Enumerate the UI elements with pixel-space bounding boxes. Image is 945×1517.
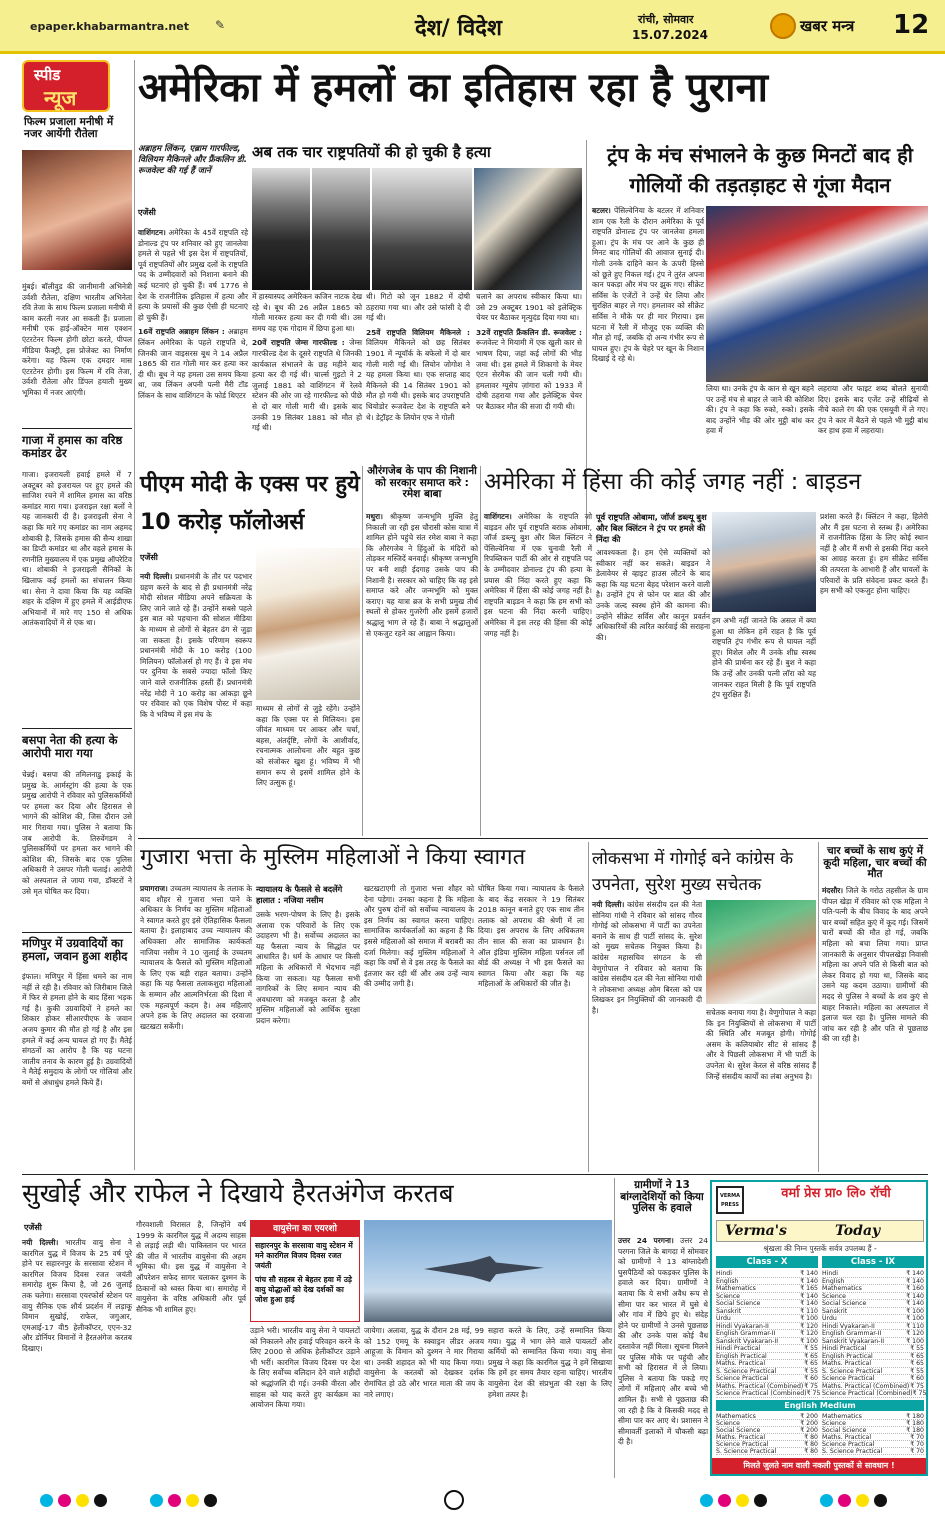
- gogoi-photo: [706, 900, 816, 1004]
- brand-name: खबर मन्त्र: [800, 17, 855, 35]
- ad-price-row: Social Science ₹ 180: [822, 1427, 924, 1434]
- ad-price-row: Maths. Practical (Combined) ₹ 75: [716, 1382, 818, 1390]
- roosevelt-jfk-photo: [474, 168, 582, 290]
- registration-mark: [204, 1494, 217, 1507]
- presidents-col1: वाशिंगटन। अमेरिका के 45वें राष्ट्रपति रहे डोनाल्ड ट्रंप पर शनिवार को हुए जानलेवा हमले से पहले भी इस देश में राष्ट्रपतियों, पूर्व राष्ट्रपतियों और प्रमुख दलों के राष्ट्रपति पद के उम्मीदवारों को निशाना बनाने की कई घटनाएं हो चुकी हैं। वर्ष 1776 से देश के राजनीतिक इतिहास में हत्या और हत्या के प्रयासों की कुछ ऐसी ही घटनाएं हो चुकी हैं। 16वें राष्ट्रपति अब्राहम लिंकन : अब्राहम लिंकन अमेरिका के पहले राष्ट्रपति थे, जिनकी जान वाइसरस बूथ ने 14 अप्रैल 1865 की रात गोली मार कर हत्या कर दी थी। बूथ ने यह हमला उस समय किया था, जब लिंकन अपनी पत्नी मैरी टॉड लिंकन के साथ वाशिंगटन के फोर्ड थिएटर: [138, 228, 248, 400]
- gujara-col2: उसके भरण-पोषण के लिए है। इसके अलावा एक परिवारों के लिए एक उदाहरण भी है। सर्वोच्च अदालत का यह फैसला न्याय के सिद्धांत पर आधारित है। धर्म के आधार पर किसी महिला के अधिकारों में भेदभाव नहीं किया जा सकता। यह फैसला सभी नागरिकों के लिए समान न्याय की अवधारणा को मजबूत करता है और मुस्लिम महिलाओं को आर्थिक सुरक्षा प्रदान करेगा।: [256, 910, 360, 1025]
- jets-photo: [364, 1220, 612, 1322]
- verma-ad[interactable]: [710, 1180, 928, 1476]
- speed-item4-body: इंफाल। मणिपुर में हिंसा थमने का नाम नहीं ले रही है। रविवार को जिरीबाम जिले में फिर से हमला होने के बाद हिंसा भड़क गई है। कुकी उग्रवादियों ने हमले का शिकार होकर सीआरपीएफ के जवान अजय कुमार की मौत हो गई है और इस हमले में कई अन्य घायल हो गए हैं। मैतेई संगठनों का आरोप है कि यह घटना जातीय तनाव के कारण हुई है। उग्रवादियों ने मैतेई समुदाय के लोगों पर गोलियां और बमों से अंधाधुंध हमले किये हैं।: [22, 972, 132, 1087]
- actress-photo: [22, 150, 132, 270]
- gujara-col1: प्रयागराज। उच्चतम न्यायालय के तलाक के बाद शौहर से गुजारा भत्ता पाने के अधिकार के निर्णय का मुस्लिम महिलाओं ने स्वागत करते हुए इसे ऐतिहासिक फैसला बताया है। इलाहाबाद उच्च न्यायालय की अधिवक्ता और सामाजिक कार्यकर्ता नाजिया नसीम ने 10 जुलाई के उच्चतम न्यायालय के फैसले को मुस्लिम महिलाओं के लिए एक बड़ी राहत बताया। उन्होंने कहा कि यह फैसला तलाकशुदा महिलाओं के सम्मान और आत्मनिर्भरता की दिशा में एक महत्वपूर्ण कदम है। अब महिलाएं अपने हक के लिए अदालत का दरवाजा खटखटा सकेंगी।: [140, 884, 252, 1031]
- ad-price-row: Science ₹ 180: [822, 1420, 924, 1427]
- ad-price-row: Maths. Practical ₹ 65: [822, 1360, 924, 1367]
- trump-rally-photo: [706, 206, 928, 382]
- sukhoi-col3: उड़ाने भरी। भारतीय वायु सेना ने पायलटों को निकालने और हवाई परिवहन करने के लिए 2000 से अधिक हेलीकॉप्टर उड़ाने भी भरीं। कारगिल विजय दिवस पर देश के लिए सर्वोच्च बलिदान देने वाले शहीदों को श्रद्धांजलि दी गई। उनकी वीरता और साहस को याद करते हुए कार्यक्रम का आयोजन किया गया।: [250, 1326, 360, 1410]
- trump-col3: लहराया और फाइट शब्द बोलते सुनायी दिए। इसके बाद एजेंट उन्हें सीढ़ियों से नीचे काले रंग की एक एसयूवी में ले गए। ट्रंप ने कार में बैठने से पहले भी मुट्ठी बांध कर हाथ हवा में लहराया।: [818, 384, 928, 436]
- biden-side-caption: पूर्व राष्ट्रपति ओबामा, जॉर्ज डब्ल्यू बुश और बिल क्लिंटन ने ट्रंप पर हमले की निंदा की: [596, 512, 707, 544]
- biden-headline: अमेरिका में हिंसा की कोई जगह नहीं : बाइडन: [484, 469, 862, 495]
- ad-price-row: English Practical ₹ 65: [822, 1352, 924, 1360]
- modi-agency: एजेंसी: [140, 553, 158, 562]
- ad-price-row: S. Science Practical ₹ 55: [822, 1367, 924, 1375]
- bangladesh-body: उत्तर 24 परगना। उत्तर 24 परगना जिले के बागदा में सोमवार को ग्रामीणों ने 13 बांग्लादेशी घुसपैठियों को पकड़कर पुलिस के हवाले कर दिया। ग्रामीणों ने बताया कि ये सभी अवैध रूप से सीमा पार कर भारत में घुसे थे और गांव में छिपे हुए थे। संदेह होने पर ग्रामीणों ने उनसे पूछताछ की और उनके पास कोई वैध दस्तावेज नहीं मिला। सूचना मिलने पर पुलिस मौके पर पहुंची और सभी को हिरासत में ले लिया। पुलिस ने बताया कि पकड़े गए लोगों में महिलाएं और बच्चे भी शामिल हैं। सभी से पूछताछ की जा रही है कि वे किसकी मदद से सीमा पार कर आए थे। प्रशासन ने सीमावर्ती इलाकों में चौकसी बढ़ा दी है।: [618, 1236, 708, 1447]
- well-body: मंदसौर। जिले के गरोठ तहसील के ग्राम पीपल खेड़ा में रविवार को एक महिला ने पति-पत्नी के बीच विवाद के बाद अपने चार बच्चों सहित कुएं में कूद गई। जिसमें चारों बच्चों की मौत हो गई, जबकि महिला को बचा लिया गया। प्राप्त जानकारी के अनुसार पीपलखेड़ा निवासी महिला का अपने पति से किसी बात को लेकर विवाद हो गया था, जिसके बाद उसने यह कदम उठाया। ग्रामीणों की मदद से पुलिस ने बच्चों के शव कुएं से बाहर निकाले। महिला का अस्पताल में इलाज चल रहा है। पुलिस मामले की जांच कर रही है और पति से पूछताछ की जा रही है।: [822, 886, 928, 1044]
- ad-brand-bar: Verma's Today: [716, 1220, 924, 1242]
- registration-mark: [186, 1494, 199, 1507]
- aurangzeb-headline: औरंगजेब के पाप की निशानी को सरकार समाप्त करे : रमेश बाबा: [367, 465, 477, 501]
- biden-photo: [712, 512, 816, 612]
- ad-price-row: S. Science Practical ₹ 80: [716, 1448, 818, 1455]
- ad-price-row: English ₹ 140: [822, 1277, 924, 1285]
- presidents-col4: चलाने का अपराध स्वीकार किया था। उसे 29 अक्टूबर 1901 को इलेक्ट्रिक चेयर पर बैठाकर मृत्युदंड दिया गया था। 32वें राष्ट्रपति फ्रैंकलिन डी. रूजवेल्ट : रूजवेल्ट ने मियामी में एक खुली कार से भाषण दिया, जहां कई लोगों की भीड़ जमा थी। इस हमले में शिकागो के मेयर एंटन सेरमैक की जान चली गयी थी। हमलावर ग्यूसेप ज़ांगारा को 1933 में दोषी ठहराया गया और इलेक्ट्रिक चेयर पर बैठाकर मौत की सजा दी गयी थी।: [476, 292, 582, 411]
- speed-item2-body: गाजा। इजरायली हवाई हमले में 7 अक्टूबर को इजरायल पर हुए हमले की साजिश रचने में शामिल हमास का वरिष्ठ कमांडर मारा गया। इजराइल रक्षा बलों ने यह जानकारी दी है। इजराइली सेना ने कहा कि मारे गए कमांडर का नाम अहमद शोबाकी है, जिसके हमास की सैन्य शाखा का डिप्टी कमांडर था और वहले हमास के रणनीति मुख्यालय में एक प्रमुख ऑपरेटिव था। शोबाकी ने इजराइली सैनिकों के खिलाफ कई हमलों का संचालन किया था। सेना ने दावा किया कि यह व्यक्ति शहर के दक्षिण में हुए हमले में आईडीएफ अभियानों में मारे गए 150 से अधिक आतंकवादियों में से एक था।: [22, 470, 132, 628]
- speed-news-badge: स्पीड न्यूज: [22, 60, 110, 112]
- ad-price-row: Mathematics ₹ 180: [822, 1413, 924, 1420]
- bangladesh-headline: ग्रामीणों ने 13 बांग्लादेशियों को किया पुलिस के हवाले: [620, 1179, 704, 1215]
- ad-footer: मिलते जुलते नाम वाली नकली पुस्तकों से सावधान !: [712, 1458, 926, 1474]
- garfield-photo: [312, 168, 370, 290]
- speed-item3-body: चेन्नई। बसपा की तमिलनाडु इकाई के प्रमुख के. आर्मस्ट्रांग की हत्या के एक प्रमुख आरोपी ने रविवार को पुलिसकर्मियों पर हमला कर दिया और हिरासत से भागने की कोशिश की, जिस दौरान उसे मार गिराया गया। पुलिस ने बताया कि जब आरोपी के. तिरुवेंगडम ने पुलिसकर्मियों पर हमला कर भागने की कोशिश की, जिसके बाद एक पुलिस अधिकारी ने उसपर गोली चलाई। आरोपी को अस्पताल ले जाया गया, डॉक्टरों ने उसे मृत घोषित कर दिया।: [22, 770, 132, 896]
- biden-col1: वाशिंगटन। अमेरिका के राष्ट्रपति जो बाइडन और पूर्व राष्ट्रपति बराक ओबामा, जॉर्ज डब्ल्यू बुश और बिल क्लिंटन ने पेंसिल्वेनिया में एक चुनावी रैली में रिपब्लिकन पार्टी की ओर से राष्ट्रपति पद के उम्मीदवार डोनाल्ड ट्रंप की हत्या के प्रयास की निंदा करते हुए कहा कि अमेरिका में हिंसा की कोई जगह नहीं है। राष्ट्रपति बाइडन ने कहा कि हम सभी को इस घटना की निंदा करनी चाहिए। अमेरिका में इस तरह की हिंसा की कोई जगह नहीं है।: [484, 512, 592, 638]
- lincoln-photo: [252, 168, 310, 290]
- ad-price-row: Science Practical ₹ 60: [716, 1375, 818, 1382]
- biden-col4: प्रशंसा करते हैं। क्लिंटन ने कहा, हिलेरी और मैं इस घटना से स्तब्ध हैं। अमेरिका में राजनीतिक हिंसा के लिए कोई स्थान नहीं है और मैं सभी से इसकी निंदा करने का आग्रह करता हूं। हम सीक्रेट सर्विस की तत्परता के आभारी हैं और घायलों के परिवारों के प्रति संवेदना प्रकट करते हैं। हम सभी को एकजुट होना चाहिए।: [820, 512, 928, 596]
- presidents-col2: में हास्यास्पद अमेरिकन कजिन नाटक देख रहे थे। बूथ की 26 अप्रैल 1865 को गोली मारकर हत्या कर दी गयी थी। उस समय वह एक गोदाम में छिपा हुआ था। 20वें राष्ट्रपति जेम्स गारफील्ड : जेम्स गारफील्ड देश के दूसरे राष्ट्रपति थे जिनकी कार्यकाल संभालने के छह महीने बाद हत्या कर दी गई थी। चार्ल्स गुइटो ने 2 जुलाई 1881 को वाशिंगटन में रेलवे स्टेशन की ओर जा रहे गारफील्ड को पीछे से दो बार गोली मारी थी। इसके बाद उनकी 19 सितंबर 1881 को मौत हो गई थी।: [252, 292, 362, 433]
- sukhoi-col1: नयी दिल्ली। भारतीय वायु सेना ने कारगिल युद्ध में विजय के 25 वर्ष पूरे होने पर सहारनपुर के सरसावा स्टेशन में कारगिल विजय दिवस रजत जयंती समारोह शुरू किया है, जो 26 जुलाई तक चलेगा। सरसावा एयरफोर्स स्टेशन पर वायु सैनिक एक शौर्य प्रदर्शन में लड़ाकू विमान सुखोई, राफेल, जगुआर, एमआई-17 वी5 हेलीकॉप्टर, एएन-32 और डोर्नियर विमानों ने हैरतअंगेज करतब दिखाए।: [22, 1238, 132, 1353]
- modi-photo: [256, 548, 360, 700]
- registration-mark: [856, 1494, 869, 1507]
- ad-price-row: English Grammar-II ₹ 120: [822, 1330, 924, 1337]
- ad-class-ix-list: [822, 1270, 927, 1398]
- ad-price-row: Mathematics ₹ 165: [716, 1285, 818, 1292]
- registration-mark: [838, 1494, 851, 1507]
- jet-icon: [424, 1256, 544, 1282]
- ad-price-row: S. Science Practical ₹ 55: [716, 1367, 818, 1375]
- registration-mark: [40, 1494, 53, 1507]
- airshow-box-title: वायुसेना का एयरशो: [251, 1221, 359, 1237]
- ad-price-row: Science Practical (Combined) ₹ 75: [822, 1390, 927, 1397]
- sukhoi-col4: जायेगा। अलावा, युद्ध के दौरान 28 मई, 99 को 152 एमयू के स्क्वाड्रन लीडर अजय आहूजा के विमान को दुश्मन ने मार गिराया था। उनकी शहादत को भी याद किया गया। वायुसेना के करतबों को देखकर दर्शक रोमांचित हो उठे और भारत माता की जय के नारे लगाए।: [364, 1326, 484, 1399]
- ad-price-row: Social Science ₹ 140: [716, 1300, 818, 1307]
- ad-em-ix-list: [822, 1413, 924, 1455]
- trump-col1: बटलर। पेंसिल्वेनिया के बटलर में शनिवार शाम एक रैली के दौरान अमेरिका के पूर्व राष्ट्रपति डोनाल्ड ट्रंप पर जानलेवा हमला हुआ। ट्रंप के मंच पर आने के कुछ ही मिनट बाद गोलियों की आवाज सुनाई दी। गोली उनके दाहिने कान के ऊपरी हिस्से को छूते हुए निकल गई। ट्रंप ने तुरंत अपना कान पकड़ा और मंच पर झुक गए। सीक्रेट सर्विस के एजेंटों ने उन्हें घेर लिया और सुरक्षित बाहर ले गए। हमलावर को सीक्रेट सर्विस ने मौके पर ही मार गिराया। इस घटना में रैली में मौजूद एक व्यक्ति की मौत हो गई, जबकि दो अन्य गंभीर रूप से घायल हुए। ट्रंप के चेहरे पर खून के निशान दिखाई दे रहे थे।: [592, 206, 704, 364]
- sukhoi-agency: एजेंसी: [24, 1223, 42, 1232]
- biden-col2: आवश्यकता है। हम ऐसे व्यक्तियों को स्वीकार नहीं कर सकते। बाइडन ने डेलावेयर से व्हाइट हाउस लौटने के बाद कहा कि यह घटना बेहद परेशान करने वाली है। उन्होंने ट्रंप से फोन पर बात की और उनके जल्द स्वस्थ होने की कामना की। उन्होंने सीक्रेट सर्विस और कानून प्रवर्तन अधिकारियों की त्वरित कार्रवाई की सराहना की।: [596, 548, 710, 642]
- airshow-box: वायुसेना का एयरशो सहारनपुर के सरसावा वायु स्टेशन में मने कारगिल विजय दिवस रजत जयंती पांच सौ सहस्त्र से बेहतर हवा में उड़े वायु योद्धाओं को देख दर्शकों का जोश हुआ हाई: [250, 1220, 360, 1322]
- ad-price-row: Hindi ₹ 140: [716, 1270, 818, 1277]
- ad-title: वर्मा प्रेस प्रा० लि० रॉची: [781, 1186, 891, 1201]
- gogoi-col2: सचेतक बनाया गया है। वेणुगोपाल ने कहा कि इन नियुक्तियों से लोकसभा में पार्टी की स्थिति और मजबूत होगी। गोगोई असम के कलियाबोर सीट से सांसद हैं और वे पिछली लोकसभा में भी पार्टी के उपनेता थे। सुरेश केरल से वरिष्ठ सांसद हैं जिन्हें संसदीय कार्यों का लंबा अनुभव है।: [706, 1008, 816, 1081]
- ad-price-row: Science ₹ 140: [716, 1292, 818, 1300]
- registration-mark: [168, 1494, 181, 1507]
- ad-price-row: Science Practical ₹ 80: [716, 1441, 818, 1448]
- registration-mark: [718, 1494, 731, 1507]
- ad-price-row: Sanskrit ₹ 100: [822, 1307, 924, 1315]
- main-headline: अमेरिका में हमलों का इतिहास रहा है पुराना: [138, 65, 769, 111]
- ad-price-row: Hindi Vyakaran-II ₹ 110: [822, 1322, 924, 1330]
- speed-item3-title: बसपा नेता की हत्या के आरोपी मारा गया: [22, 733, 118, 760]
- brand-logo-icon: [770, 13, 796, 39]
- gogoi-headline: लोकसभा में गोगोई बने कांग्रेस के उपनेता, सुरेश मुख्य सचेतक: [592, 849, 794, 895]
- ad-price-row: Hindi ₹ 140: [822, 1270, 924, 1277]
- registration-mark: [94, 1494, 107, 1507]
- presidents-side-caption: अब्राहम लिंकन, एब्राम गारफील्ड, विलियम मैकिनले और फ्रैंकलिन डी. रूजवेल्ट की गई हैं जानें: [138, 144, 247, 176]
- registration-mark: [874, 1494, 887, 1507]
- registration-mark: [150, 1494, 163, 1507]
- sukhoi-col5: सहारा करते के लिए, उन्हें सम्मानित किया गया। युद्ध में भाग लेने वाले पायलटों और कर्मियों को सम्मानित किया गया। वायु सेना प्रमुख ने कहा कि कारगिल युद्ध ने हमें सिखाया कि हमें हर समय तैयार रहना चाहिए। भारतीय वायुसेना देश की संप्रभुता की रक्षा के लिए हमेशा तत्पर है।: [488, 1326, 612, 1399]
- registration-mark: [820, 1494, 833, 1507]
- ad-price-row: Urdu ₹ 100: [716, 1315, 818, 1322]
- ad-price-row: Hindi Vyakaran-II ₹ 120: [716, 1322, 818, 1330]
- gujara-col3: खटखटाएगी तो गुजारा भत्ता शौहर को देना पड़ेगा। उनका कहना है कि महिला और पुरुष दोनों को सर्वोच्च न्यायालय के इस निर्णय का स्वागत करना चाहिए। सामाजिक कार्यकर्ताओं का कहना है कि इससे महिलाओं को समाज में बराबरी का दर्जा मिलेगा। कई मुस्लिम महिलाओं ने कहा कि वर्षों से वे इस तरह के फैसले का इंतजार कर रही थीं और अब उन्हें न्याय की उम्मीद जगी है।: [364, 884, 474, 989]
- speed-item1-title: फिल्म प्रजाला मनीषी में नजर आयेंगी रौतेला: [24, 116, 114, 140]
- speed-item2-title: गाजा में हमास का वरिष्ठ कमांडर ढेर: [22, 433, 123, 460]
- speed-item4-title: मणिपुर में उग्रवादियों का हमला, जवान हुआ शहीद: [22, 936, 128, 963]
- ad-price-row: Social Science ₹ 200: [716, 1427, 818, 1434]
- speed-item1-body: मुंबई। बॉलीवुड की जानीमानी अभिनेत्री उर्वशी रौतेला, दक्षिण भारतीय अभिनेता रवि तेजा के साथ फिल्म प्रजाला मनीषी में काम करती नजर आ सकती हैं। प्रजाला मनीषी एक हाई-ऑक्टेन मास एक्शन एंटरटेनर फिल्म होगी छोटा करते, पीपल मीडिया फैक्ट्री, इस प्रोजेक्ट का निर्माण करेगा। यह फिल्म एक दमदार मास एंटरटेनर होगी। इस फिल्म में रवि तेजा, उर्वशी रौतेला और डिंपल हयाती मुख्य भूमिका में नजर आएंगी।: [22, 282, 132, 397]
- page-number: 12: [893, 10, 930, 40]
- ad-price-row: Maths. Practical ₹ 65: [716, 1360, 818, 1367]
- presidents-subheadline: अब तक चार राष्ट्रपतियों की हो चुकी है हत्या: [252, 143, 491, 161]
- edition-day: रांची, सोमवार: [638, 13, 694, 26]
- ad-em-x-list: [716, 1413, 818, 1455]
- ad-price-row: English Grammar-II ₹ 120: [716, 1330, 818, 1337]
- edition-date: 15.07.2024: [632, 28, 708, 42]
- trump-col2: लिया था। उनके ट्रंप के कान से खून बहने पर उन्हें मंच से बाहर ले जाने की कोशिश की। ट्रंप ने कहा कि रुको, रुको। इसके बाद उन्होंने भीड़ की ओर मुट्ठी बांध कर हवा में: [706, 384, 814, 436]
- section-title: देश/ विदेश: [415, 16, 502, 41]
- ad-logo-icon: VERMA PRESS: [716, 1186, 744, 1214]
- sukhoi-headline: सुखोई और राफेल ने दिखाये हैरतअंगेज करतब: [22, 1179, 454, 1209]
- ad-price-row: English ₹ 140: [716, 1277, 818, 1285]
- registration-mark: [754, 1494, 767, 1507]
- ad-price-row: Science ₹ 140: [822, 1292, 924, 1300]
- ad-price-row: Hindi Practical ₹ 55: [716, 1345, 818, 1352]
- crosshair-icon: [444, 1490, 464, 1510]
- ad-price-row: Sanskrit ₹ 110: [716, 1307, 818, 1315]
- registration-mark: [76, 1494, 89, 1507]
- ad-price-row: Science Practical ₹ 60: [822, 1375, 924, 1382]
- registration-mark: [736, 1494, 749, 1507]
- ad-price-row: Science ₹ 200: [716, 1420, 818, 1427]
- site-url[interactable]: epaper.khabarmantra.net: [30, 20, 189, 33]
- ad-price-row: Hindi Practical ₹ 55: [822, 1345, 924, 1352]
- modi-col2: माध्यम से लोगों से जुड़े रहेंगे। उन्होंने कहा कि एक्स पर से मिलियन। इस जीवंत माध्यम पर आकर और चर्चा, बहस, अंतर्दृष्टि, लोगों के आशीर्वाद, रचनात्मक आलोचना और बहुत कुछ को संजोकर खुश हूं। भविष्य में भी समान रूप से इसमें शामिल होने के लिए उत्सुक हूं।: [256, 704, 360, 788]
- cursor-icon: ✎: [215, 18, 226, 32]
- presidents-col3: थी। गिटो को जून 1882 में दोषी ठहराया गया था। और उसे फांसी दे दी गई थी। 25वें राष्ट्रपति विलियम मैकिनले : विलियम मैकिनले को छह सितंबर 1901 में न्यूयॉर्क के बफेलो में दो बार गोली मारी गई थी। लियोन जोगोश ने यह हमला किया था। एक सप्ताह बाद मैकिनले की 14 सितंबर 1901 को मौत हो गयी थी। इसके बाद उपराष्ट्रपति थियोडोर रूजवेल्ट देश के राष्ट्रपति बने थे। डेट्रॉइट के लियोन एफ ने गोली: [366, 292, 470, 422]
- ad-price-row: S. Science Practical ₹ 70: [822, 1448, 924, 1455]
- ad-english-medium: English Medium: [716, 1400, 924, 1411]
- modi-col1: नयी दिल्ली। प्रधानमंत्री के तौर पर पदभार ग्रहण करने के बाद से ही प्रधानमंत्री नरेंद्र मोदी सोशल मीडिया अपने सक्रियता के लिए जाने जाते रहे हैं। उन्होंने सबसे पहले इस बात को पहचाना की सोशल मीडिया के माध्यम से लोगों से बेहतर ढंग से जुड़ा जा सकता है। इसके परिणाम स्वरूप प्रधानमंत्री मोदी के 10 करोड़ (100 मिलियन) फॉलोअर्स हो गए हैं। वे इस मंच पर दुनिया के सबसे ज्यादा फॉलो किए जाने वाले राजनीतिक हस्ती हैं। प्रधानमंत्री नरेंद्र मोदी ने 10 करोड़ का आंकड़ा छूने पर रविवार को एक विशेष पोस्ट में कहा कि वे भविष्य में इस मंच के: [140, 572, 252, 719]
- ad-price-row: Sanskrit Vyakaran-II ₹ 100: [822, 1337, 924, 1345]
- ad-price-row: Social Science ₹ 140: [822, 1300, 924, 1307]
- top-bar: [0, 0, 945, 54]
- registration-mark: [58, 1494, 71, 1507]
- ad-price-row: Maths. Practical ₹ 70: [822, 1434, 924, 1441]
- ad-price-row: Mathematics ₹ 160: [822, 1285, 924, 1292]
- ad-price-row: Science Practical (Combined) ₹ 75: [716, 1390, 821, 1397]
- ad-price-row: Urdu ₹ 100: [822, 1315, 924, 1322]
- gujara-col4: घोषित किया गया। न्यायालय के फैसले के बाद केंद्र सरकार ने 19 सितंबर 2018 कानून बनाते हुए एक साथ तीन तलाक को अपराध की श्रेणी में ला दिया। इस अपराध के लिए अधिकतम तीन साल की सजा का प्रावधान है। ऑल इंडिया मुस्लिम महिला पर्सनल लॉ बोर्ड की अध्यक्ष ने भी इस फैसले का स्वागत किया और कहा कि यह महिलाओं के अधिकारों की जीत है।: [478, 884, 584, 989]
- registration-mark: [700, 1494, 713, 1507]
- well-headline: चार बच्चों के साथ कुएं में कूदी महिला, चार बच्चों की मौत: [823, 845, 927, 881]
- mckinley-photo: [372, 168, 472, 290]
- ad-class-ix-header: Class - IX: [822, 1256, 924, 1268]
- gujara-headline: गुजारा भत्ता के मुस्लिम महिलाओं ने किया स्वागत: [140, 845, 526, 870]
- ad-class-x-header: Class - X: [716, 1256, 818, 1268]
- ad-price-row: Mathematics ₹ 200: [716, 1413, 818, 1420]
- presidents-agency: एजेंसी: [138, 208, 156, 217]
- modi-headline: पीएम मोदी के एक्स पर हुये 10 करोड़ फॉलोअर्स: [140, 472, 360, 535]
- gujara-box-title: न्यायालय के फैसले से बदलेंगे हालात : नजिया नसीम: [256, 884, 343, 905]
- aurangzeb-body: मथुरा। श्रीकृष्ण जन्मभूमि मुक्ति हेतु निकाली जा रही इस चौरासी कोस यात्रा में शामिल होने पहुंचे संत रमेश बाबा ने कहा कि औरंगजेब ने हिंदुओं के मंदिरों को तोड़कर मस्जिदें बनवाईं। श्रीकृष्ण जन्मभूमि पर बनी शाही ईदगाह उसके पाप की निशानी है। सरकार को चाहिए कि वह इसे समाप्त करे और जन्मभूमि को मुक्त कराए। यह यात्रा ब्रज के सभी प्रमुख तीर्थ स्थलों से होकर गुजरेगी और इसमें हजारों श्रद्धालु भाग ले रहे हैं। बाबा ने श्रद्धालुओं से एकजुट रहने का आह्वान किया।: [366, 512, 478, 638]
- ad-class-x-list: [716, 1270, 821, 1398]
- gogoi-col1: नयी दिल्ली। कांग्रेस संसदीय दल की नेता सोनिया गांधी ने रविवार को सांसद गौरव गोगोई को लोकसभा में पार्टी का उपनेता बनाने के साथ ही पार्टी सांसद के. सुरेश को मुख्य सचेतक नियुक्त किया है। कांग्रेस महासचिव संगठन के सी वेणुगोपाल ने रविवार को बताया कि कांग्रेस संसदीय दल की नेता सोनिया गांधी ने लोकसभा अध्यक्ष ओम बिरला को पत्र लिखकर इन नियुक्तियों की जानकारी दी है।: [592, 900, 702, 1015]
- ad-price-row: Science Practical ₹ 70: [822, 1441, 924, 1448]
- ad-tagline: श्रृंखला की निम्न पुस्तकें सर्वत्र उपलब्ध हैं -: [763, 1244, 877, 1253]
- trump-headline: ट्रंप के मंच संभालने के कुछ मिनटों बाद ही गोलियों की तड़तड़ाहट से गूंजा मैदान: [607, 143, 913, 197]
- ad-price-row: Maths. Practical ₹ 80: [716, 1434, 818, 1441]
- sukhoi-col2: गौरवशाली विरासत है, जिन्होंने वर्ष 1999 के कारगिल युद्ध में अदम्य साहस से लड़ाई लड़ी थी। पाकिस्तान पर भारत की जीत में भारतीय वायुसेना की अहम भूमिका थी। इस युद्ध में वायुसेना ने ऑपरेशन सफेद सागर चलाकर दुश्मन के ठिकानों को ध्वस्त किया था। समारोह में वायुसेना के वरिष्ठ अधिकारी और पूर्व सैनिक भी शामिल हुए।: [136, 1220, 246, 1314]
- ad-price-row: Maths. Practical (Combined) ₹ 75: [822, 1382, 924, 1390]
- ad-price-row: English Practical ₹ 65: [716, 1352, 818, 1360]
- biden-col3: हम अभी नहीं जानते कि असल में क्या हुआ था लेकिन हमें राहत है कि पूर्व राष्ट्रपति ट्रंप गंभीर रूप से घायल नहीं हुए। मिशेल और मैं उनके शीघ्र स्वस्थ होने की प्रार्थना कर रहे हैं। बुश ने कहा कि उन्हें और उनकी पत्नी लॉरा को यह जानकर राहत मिली है कि पूर्व राष्ट्रपति ट्रंप सुरक्षित हैं।: [712, 616, 816, 700]
- ad-price-row: Sanskrit Vyakaran-II ₹ 100: [716, 1337, 818, 1345]
